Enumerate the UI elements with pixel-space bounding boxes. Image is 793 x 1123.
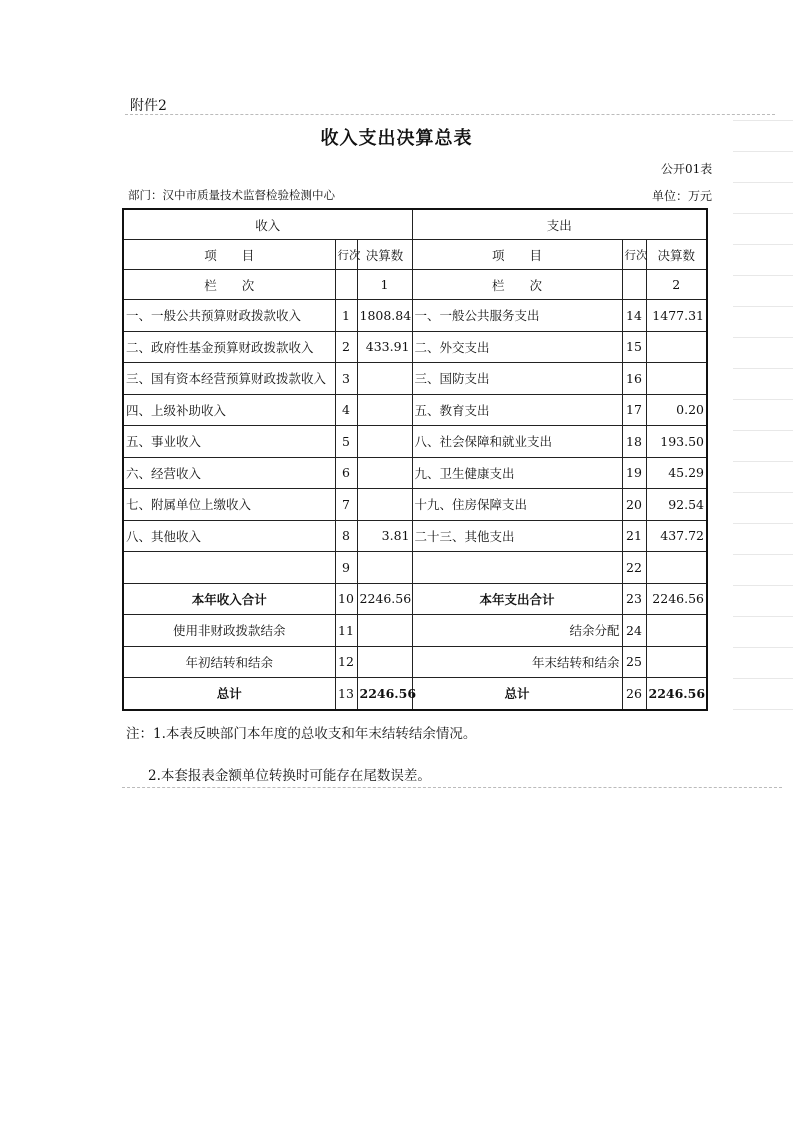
income-item-header: 项 目: [123, 240, 335, 270]
table-row: [123, 615, 707, 647]
income-item: 使用非财政拨款结余: [123, 615, 335, 647]
column-header-row: [123, 240, 707, 270]
expense-row-number: 23: [622, 583, 646, 615]
income-row-number: 11: [335, 615, 357, 647]
income-amount: [357, 489, 412, 521]
income-amount: [357, 646, 412, 678]
table-row: [123, 300, 707, 332]
department-label: 部门：汉中市质量技术监督检验检测中心: [128, 188, 335, 202]
income-rowno-header: 行次: [335, 240, 357, 270]
expense-amount: 0.20: [646, 394, 707, 426]
expense-row-number: 15: [622, 331, 646, 363]
income-item: 六、经营收入: [123, 457, 335, 489]
income-column-blank: [335, 270, 357, 300]
expense-item: 年末结转和结余: [412, 646, 622, 678]
income-row-number: 5: [335, 426, 357, 458]
expense-amount: 45.29: [646, 457, 707, 489]
table-row: [123, 363, 707, 395]
income-column-label: 栏 次: [123, 270, 335, 300]
expense-amount: 2246.56: [646, 678, 707, 710]
income-amount: [357, 615, 412, 647]
income-row-number: 7: [335, 489, 357, 521]
expense-amount: [646, 552, 707, 584]
expense-amount-header: 决算数: [646, 240, 707, 270]
income-item: [123, 552, 335, 584]
income-item: 总计: [123, 678, 335, 710]
expense-item: 本年支出合计: [412, 583, 622, 615]
annex-underline: [125, 114, 775, 115]
income-amount: [357, 457, 412, 489]
income-row-number: 12: [335, 646, 357, 678]
expense-amount: 2246.56: [646, 583, 707, 615]
note-1: 注：1.本表反映部门本年度的总收支和年末结转结余情况。: [126, 726, 477, 742]
income-amount: 3.81: [357, 520, 412, 552]
income-item: 七、附属单位上缴收入: [123, 489, 335, 521]
income-row-number: 6: [335, 457, 357, 489]
expense-column-blank: [622, 270, 646, 300]
expense-column-number: 2: [646, 270, 707, 300]
expense-item-header: 项 目: [412, 240, 622, 270]
expense-amount: 437.72: [646, 520, 707, 552]
expense-row-number: 26: [622, 678, 646, 710]
table-row: [123, 520, 707, 552]
expense-item: 结余分配: [412, 615, 622, 647]
expense-row-number: 19: [622, 457, 646, 489]
table-row: [123, 552, 707, 584]
annex-label: 附件2: [130, 98, 167, 114]
income-amount: 2246.56: [357, 678, 412, 710]
income-item: 五、事业收入: [123, 426, 335, 458]
expense-amount: [646, 615, 707, 647]
income-item: 四、上级补助收入: [123, 394, 335, 426]
income-row-number: 3: [335, 363, 357, 395]
table-row: [123, 678, 707, 710]
income-amount: 433.91: [357, 331, 412, 363]
expense-item: 总计: [412, 678, 622, 710]
expense-row-number: 21: [622, 520, 646, 552]
scan-edge-marks: [733, 90, 793, 730]
income-header: 收入: [123, 209, 412, 240]
note-2: 2.本套报表金额单位转换时可能存在尾数误差。: [148, 768, 431, 784]
income-item: 本年收入合计: [123, 583, 335, 615]
expense-row-number: 24: [622, 615, 646, 647]
table-row: [123, 331, 707, 363]
income-amount: 2246.56: [357, 583, 412, 615]
table-row: [123, 489, 707, 521]
expense-item: 九、卫生健康支出: [412, 457, 622, 489]
expense-amount: 193.50: [646, 426, 707, 458]
income-amount-header: 决算数: [357, 240, 412, 270]
income-item: 三、国有资本经营预算财政拨款收入: [123, 363, 335, 395]
income-item: 一、一般公共预算财政拨款收入: [123, 300, 335, 332]
expense-amount: [646, 363, 707, 395]
section-header-row: [123, 209, 707, 240]
bottom-rule: [122, 787, 782, 788]
expense-item: 二十三、其他支出: [412, 520, 622, 552]
expense-rowno-header: 行次: [622, 240, 646, 270]
expense-row-number: 16: [622, 363, 646, 395]
income-item: 八、其他收入: [123, 520, 335, 552]
expense-row-number: 25: [622, 646, 646, 678]
page-title: 收入支出决算总表: [320, 128, 473, 149]
expense-amount: [646, 646, 707, 678]
income-row-number: 8: [335, 520, 357, 552]
table-row: [123, 646, 707, 678]
income-row-number: 1: [335, 300, 357, 332]
table-row: [123, 457, 707, 489]
column-index-row: [123, 270, 707, 300]
income-amount: [357, 552, 412, 584]
expense-column-label: 栏 次: [412, 270, 622, 300]
income-row-number: 2: [335, 331, 357, 363]
expense-item: 三、国防支出: [412, 363, 622, 395]
table-row: [123, 394, 707, 426]
table-row: [123, 426, 707, 458]
expense-item: 二、外交支出: [412, 331, 622, 363]
expense-item: [412, 552, 622, 584]
expense-amount: 1477.31: [646, 300, 707, 332]
expense-row-number: 17: [622, 394, 646, 426]
expense-row-number: 20: [622, 489, 646, 521]
expense-header: 支出: [412, 209, 707, 240]
income-row-number: 13: [335, 678, 357, 710]
form-number: 公开01表: [661, 162, 713, 176]
income-amount: [357, 363, 412, 395]
expense-item: 八、社会保障和就业支出: [412, 426, 622, 458]
income-row-number: 10: [335, 583, 357, 615]
income-amount: [357, 426, 412, 458]
expense-item: 五、教育支出: [412, 394, 622, 426]
income-item: 二、政府性基金预算财政拨款收入: [123, 331, 335, 363]
expense-item: 十九、住房保障支出: [412, 489, 622, 521]
expense-row-number: 18: [622, 426, 646, 458]
unit-label: 单位：万元: [652, 189, 713, 203]
income-column-number: 1: [357, 270, 412, 300]
expense-amount: [646, 331, 707, 363]
income-item: 年初结转和结余: [123, 646, 335, 678]
income-amount: 1808.84: [357, 300, 412, 332]
expense-row-number: 22: [622, 552, 646, 584]
expense-row-number: 14: [622, 300, 646, 332]
expense-amount: 92.54: [646, 489, 707, 521]
table-row: [123, 583, 707, 615]
income-row-number: 4: [335, 394, 357, 426]
income-amount: [357, 394, 412, 426]
expense-item: 一、一般公共服务支出: [412, 300, 622, 332]
income-row-number: 9: [335, 552, 357, 584]
income-expense-table: [122, 208, 708, 711]
